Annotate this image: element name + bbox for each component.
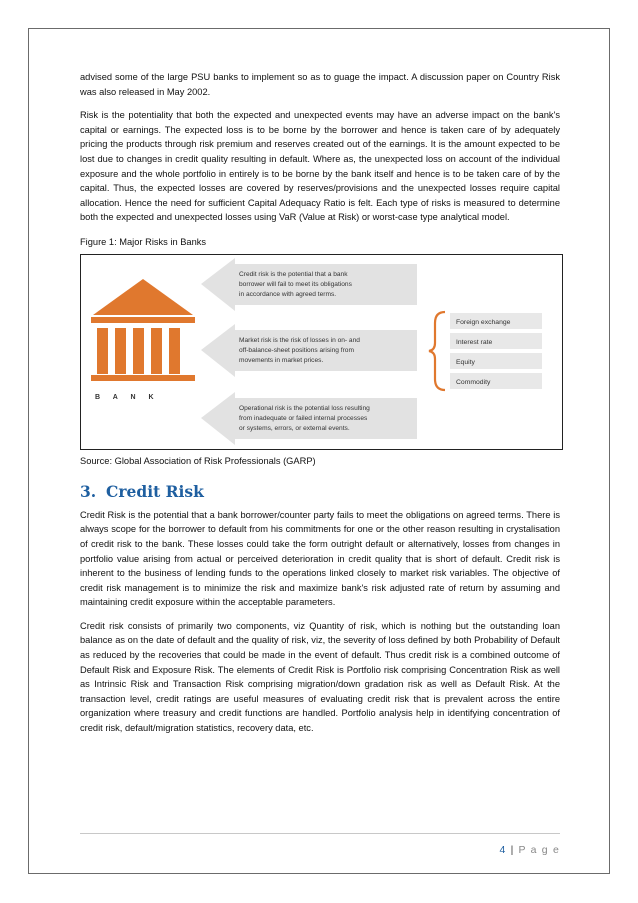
section-title: Credit Risk [106,482,204,502]
paragraph-credit-risk: Credit Risk is the potential that a bank borrower/counter party fails to meet the obligations on agreed terms. There is always scope for the borrower to default from his commitments for one or the other reason resulting in crystalisation of credit risk to the bank. These losses could take the form outright default or alternatively, losses from changes in portfolio value arising from actual or perceived deterioration in credit quality that is short of default. Credit risk is inherent to the business of lending funds to the operations linked closely to market risk variables. The objective of credit risk management is to minimize the risk and maximize bank's risk adjusted rate of return by assuming and maintaining credit exposure within the acceptable parameters. [80,509,560,608]
page-footer [80,833,560,856]
type-label: Commodity [456,378,491,386]
paragraph-continuation: advised some of the large PSU banks to implement so as to guage the impact. A discussion paper on Country Risk was also released in May 2002. [80,72,560,97]
bank-icon [91,279,195,381]
brace-icon [429,312,445,390]
page-word: P a g e [518,844,560,856]
bank-label: B A N K [95,393,160,401]
section-heading [80,482,560,502]
type-label: Equity [456,358,475,366]
operational-risk-text: Operational risk is the potential loss resulting from inadequate or failed internal processes or systems, errors, or external events. [239,404,370,432]
paragraph-risk-definition: Risk is the potentiality that both the expected and unexpected events may have an adverse impact on the bank's capital or earnings. The expected loss is to be borne by the borrower and hence is taken care of by adequately pricing the products through risk premium and reserves created out of the earnings. It is the amount expected to be lost due to changes in credit quality resulting in default. Where as, the unexpected loss on account of the individual exposure and the whole portfolio in entirely is to be borne by the bank itself and hence is to be taken care of by the capital. Thus, the expected losses are covered by reserves/provisions and the unexpected losses require capital allocation. Hence the need for sufficient Capital Adequacy Ratio is felt. Each type of risks is measured to determine both the expected and unexpected losses using VaR (Value at Risk) or worst-case type analytical model. [80,110,560,223]
market-types [450,313,542,389]
type-label: Foreign exchange [456,318,511,326]
paragraph-credit-components: Credit risk consists of primarily two components, viz Quantity of risk, which is nothing but the outstanding loan balance as on the date of default and the quality of risk, viz, the severity of loss defined by both Probability of Default as reduced by the recoveries that could be made in the event of default. Thus credit risk is a combined outcome of Default Risk and Exposure Risk. The elements of Credit Risk is Portfolio risk comprising Concentration Risk as well as Intrinsic Risk and Transaction Risk comprising migration/down gradation risk as well as Default Risk. At the transaction level, credit ratings are useful measures of evaluating credit risk that is prevalent across the entire organization where treasury and credit functions are handled. Portfolio analysis help in identifying concentration of credit risk, default/migration statistics, recovery data, etc. [80,620,560,734]
page-number-value: 4 [499,844,507,856]
market-risk-text: Market risk is the risk of losses in on- and off-balance-sheet positions arising from movements in market prices. [239,336,360,364]
credit-risk-text: Credit risk is the potential that a bank borrower will fail to meet its obligations in accordance with agreed terms. [239,270,352,298]
section-number: 3. [80,482,97,502]
figure-major-risks [80,254,563,450]
figure-source: Source: Global Association of Risk Professionals (GARP) [80,455,316,466]
figure-caption: Figure 1: Major Risks in Banks [80,236,207,247]
document-body [80,70,560,736]
page-number [500,844,560,856]
type-label: Interest rate [456,338,493,346]
risk-diagram [81,255,562,449]
page-separator: | [510,844,515,856]
